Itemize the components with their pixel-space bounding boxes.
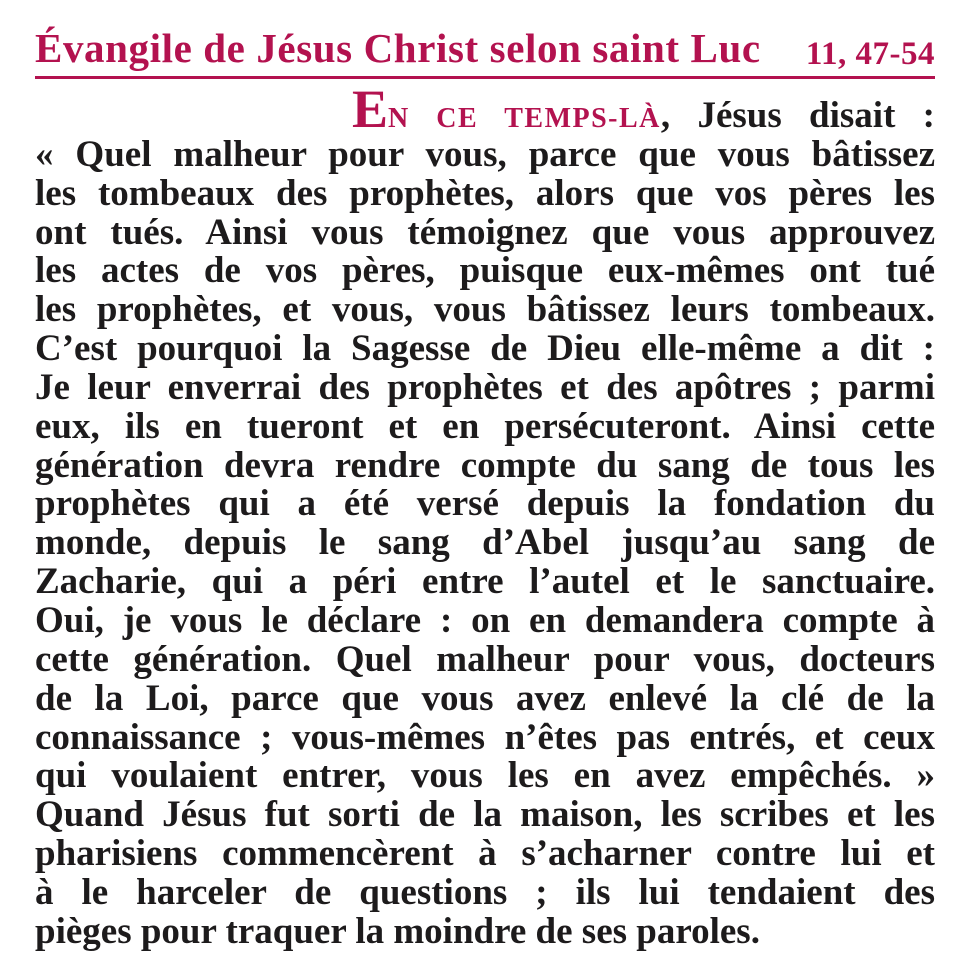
text-line: génération devra rendre compte du sang de tous les bbox=[35, 444, 935, 486]
text-line: Je leur enverrai des prophètes et des apôtres ; parmi bbox=[35, 366, 935, 408]
text-line: cette génération. Quel malheur pour vous, docteurs bbox=[35, 638, 935, 680]
opening-small-caps: N CE TEMPS-LÀ bbox=[388, 103, 661, 134]
text-line: connaissance ; vous-mêmes n’êtes pas entrés, et ceux bbox=[35, 716, 935, 758]
text-line: les tombeaux des prophètes, alors que vos pères les bbox=[35, 172, 935, 214]
gospel-title: Évangile de Jésus Christ selon saint Luc bbox=[35, 25, 761, 71]
text-line: eux, ils en tueront et en persécuteront. Ainsi cette bbox=[35, 405, 935, 447]
text-line: de la Loi, parce que vous avez enlevé la clé de la bbox=[35, 677, 935, 719]
text-line: Oui, je vous le déclare : on en demandera compte à bbox=[35, 599, 935, 641]
gospel-reference: 11, 47-54 bbox=[805, 36, 935, 72]
header-rule bbox=[35, 76, 935, 79]
text-line: pièges pour traquer la moindre de ses paroles. bbox=[35, 910, 760, 952]
text-line: Zacharie, qui a péri entre l’autel et le sanctuaire. bbox=[35, 561, 935, 603]
text-line: les actes de vos pères, puisque eux-mêmes ont tué bbox=[35, 250, 935, 292]
text-line: qui voulaient entrer, vous les en avez empêchés. » bbox=[35, 755, 935, 797]
opening-rest: , Jésus disait : bbox=[660, 95, 935, 136]
text-line: ont tués. Ainsi vous témoignez que vous approuvez bbox=[35, 211, 935, 253]
text-line: C’est pourquoi la Sagesse de Dieu elle-même a dit : bbox=[35, 328, 935, 370]
text-line: pharisiens commencèrent à s’acharner contre lui et bbox=[35, 833, 935, 875]
text-line: « Quel malheur pour vous, parce que vous bâtissez bbox=[35, 133, 935, 175]
text-line: les prophètes, et vous, vous bâtissez leurs tombeaux. bbox=[35, 289, 935, 331]
text-line: Quand Jésus fut sorti de la maison, les scribes et les bbox=[35, 794, 935, 836]
text-line: monde, depuis le sang d’Abel jusqu’au sang de bbox=[35, 522, 935, 564]
gospel-text bbox=[35, 79, 935, 952]
text-line-opening bbox=[35, 79, 935, 139]
text-line: à le harceler de questions ; ils lui tendaient des bbox=[35, 871, 935, 913]
text-line: prophètes qui a été versé depuis la fondation du bbox=[35, 483, 935, 525]
drop-initial: E bbox=[352, 79, 389, 139]
